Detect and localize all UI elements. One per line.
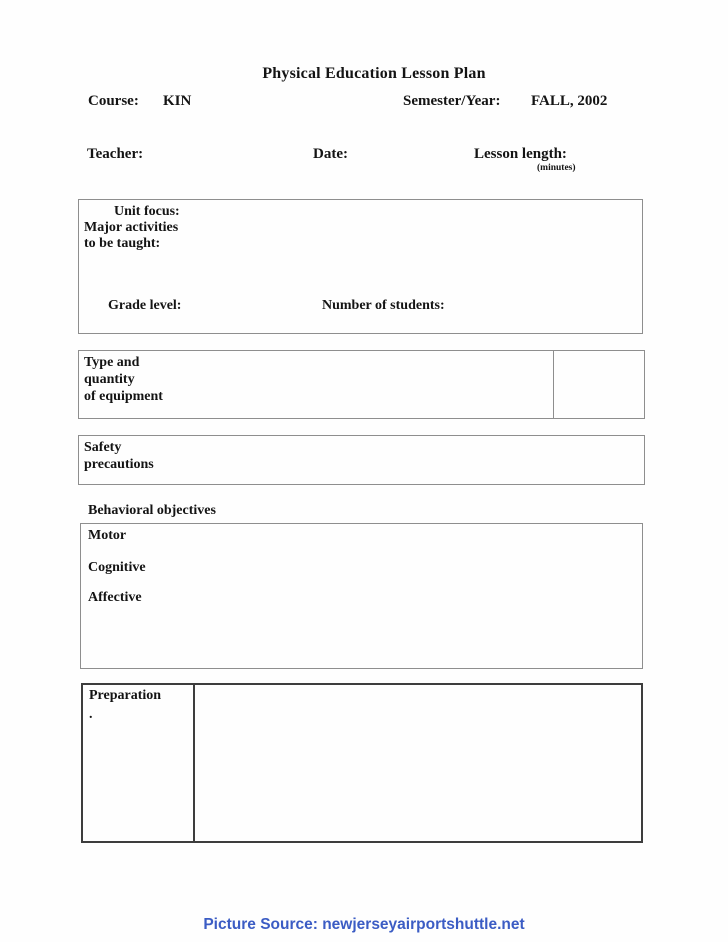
preparation-box-divider [193, 685, 195, 841]
preparation-label: Preparation [89, 688, 162, 703]
teacher-label: Teacher: [87, 146, 144, 162]
course-label: Course: [88, 93, 139, 109]
behavioral-objectives-heading: Behavioral objectives [88, 503, 216, 518]
number-of-students-label: Number of students: [322, 298, 445, 313]
safety-label-line2: precautions [84, 457, 154, 472]
lesson-length-label: Lesson length: [474, 146, 567, 162]
lesson-length-unit: (minutes) [537, 163, 576, 173]
equipment-box [78, 350, 645, 419]
unit-focus-box [78, 199, 643, 334]
equipment-label-line3: of equipment [84, 389, 163, 404]
preparation-sub-label: . [89, 707, 93, 722]
picture-source-caption: Picture Source: newjerseyairportshuttle.net [203, 916, 525, 933]
equipment-box-divider [553, 351, 554, 418]
motor-label: Motor [88, 528, 127, 543]
semester-year-value: FALL, 2002 [531, 93, 608, 109]
major-activities-label-line1: Major activities [84, 220, 179, 235]
major-activities-label-line2: to be taught: [84, 236, 161, 251]
behavioral-objectives-box [80, 523, 643, 669]
equipment-label-line2: quantity [84, 372, 135, 387]
grade-level-label: Grade level: [108, 298, 182, 313]
equipment-label-line1: Type and [84, 355, 140, 370]
date-label: Date: [313, 146, 348, 162]
course-value: KIN [163, 93, 192, 109]
page-title: Physical Education Lesson Plan [262, 65, 486, 82]
safety-label-line1: Safety [84, 440, 122, 455]
safety-box [78, 435, 645, 485]
unit-focus-label: Unit focus: [114, 204, 180, 219]
semester-year-label: Semester/Year: [403, 93, 501, 109]
affective-label: Affective [88, 590, 142, 605]
preparation-box [81, 683, 643, 843]
cognitive-label: Cognitive [88, 560, 146, 575]
